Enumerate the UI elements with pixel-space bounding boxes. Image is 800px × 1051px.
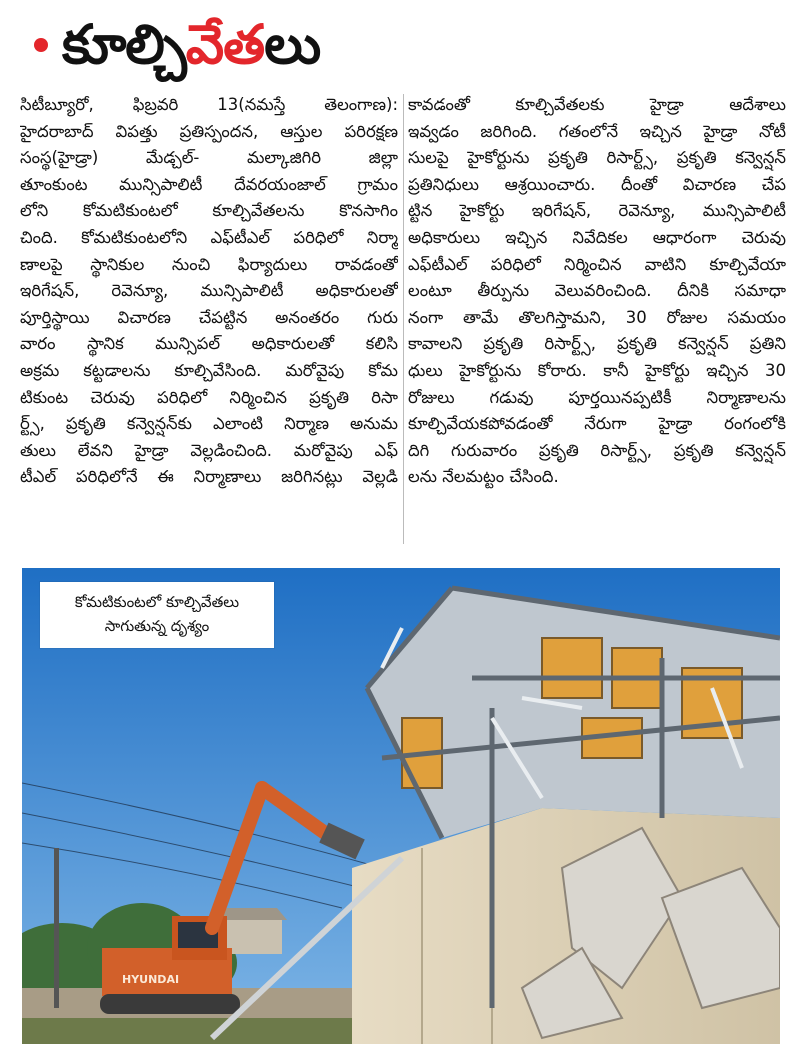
- text-line: అక్రమ కట్టడాలను కూల్చివేసింది. మరోవైపు కోమ: [20, 360, 398, 380]
- text-line: ఇవ్వడం జరిగింది. గతంలోనే ఇచ్చిన హైడ్రా నోటీ: [408, 121, 786, 141]
- text-line: తులు లేవని హైడ్రా వెల్లడించింది. మరోవైపు ఎఫ్: [20, 440, 398, 460]
- news-photo: [22, 568, 780, 1044]
- text-line: లను నేలమట్టం చేసింది.: [408, 467, 559, 487]
- power-pole: [54, 848, 59, 1008]
- text-line: టికుంట చెరువు పరిధిలో నిర్మించిన ప్రకృతి రిసా: [20, 387, 398, 407]
- article-column-right: [408, 92, 786, 558]
- column-divider: [403, 94, 404, 544]
- headline-part-3: లు: [264, 13, 321, 76]
- text-line: అధికారులు ఇచ్చిన నివేదికల ఆధారంగా చెరువు: [408, 227, 786, 247]
- svg-text:HYUNDAI: HYUNDAI: [122, 973, 180, 986]
- text-line: హైదరాబాద్ విపత్తు ప్రతిస్పందన, ఆస్తుల పరిరక్షణ: [20, 121, 398, 141]
- text-line: నంగా తామే తొలగిస్తామని, 30 రోజుల సమయం: [408, 307, 786, 327]
- text-line: లంటూ తీర్పును వెలువరించింది. దీనికి సమాధా: [408, 281, 786, 301]
- photo-caption: [40, 582, 274, 648]
- text-line: టీఎల్ పరిధిలోనే ఈ నిర్మాణాలు జరిగినట్లు వెల్లడి: [20, 467, 398, 487]
- text-line: ణాలపై స్థానికుల నుంచి ఫిర్యాదులు రావడంతో: [20, 254, 398, 274]
- headline-part-1: కూల్చి: [62, 13, 186, 76]
- caption-line-2: సాగుతున్న దృశ్యం: [104, 617, 210, 635]
- caption-line-1: కోమటికుంటలో కూల్చివేతలు: [74, 593, 240, 611]
- text-line: దిగి గురువారం ప్రకృతి రిసార్ట్స్, ప్రకృతి కన్వెన్షన్: [408, 440, 786, 460]
- text-line: ఎఫ్‌టీఎల్ పరిధిలో నిర్మించిన వాటిని కూల్చివేయా: [408, 254, 786, 274]
- text-line: చింది. కోమటికుంటలోని ఎఫ్‌టీఎల్ పరిధిలో నిర్మా: [20, 227, 398, 247]
- text-line: సులపై హైకోర్టును ప్రకృతి రిసార్ట్స్, ప్రకృతి కన్వెన్షన్: [408, 148, 786, 168]
- headline-part-2: వేత: [185, 13, 265, 76]
- headline-bullet: [34, 38, 48, 52]
- text-line: ట్టిన హైకోర్టు ఇరిగేషన్, రెవెన్యూ, మున్సిపాలిటీ: [408, 201, 786, 221]
- text-line: ఇరిగేషన్, రెవెన్యూ, మున్సిపాలిటీ అధికారులతో: [20, 281, 398, 301]
- text-line: వారం స్థానిక మున్సిపల్ అధికారులతో కలిసి: [20, 334, 398, 354]
- text-line: రోజులు గడువు పూర్తయినప్పటికీ నిర్మాణాలను: [408, 387, 786, 407]
- text-line: పూర్తిస్థాయి విచారణ చేపట్టిన అనంతరం గురు: [20, 307, 398, 327]
- text-line: కావడంతో కూల్చివేతలకు హైడ్రా ఆదేశాలు: [408, 95, 786, 114]
- text-line: ర్ట్స్, ప్రకృతి కన్వెన్షన్‌కు ఎలాంటి నిర్మాణ అనుమ: [20, 414, 398, 434]
- headline: [14, 6, 794, 84]
- text-line: ధులు హైకోర్టును కోరారు. కానీ హైకోర్టు ఇచ్చిన 30: [408, 360, 786, 380]
- article-body: [20, 92, 786, 558]
- text-line: తూంకుంట మున్సిపాలిటీ దేవరయంజాల్ గ్రామం: [20, 174, 398, 194]
- text-line: కావాలని ప్రకృతి రిసార్ట్స్, ప్రకృతి కన్వెన్షన్ ప్రతిని: [408, 334, 786, 354]
- headline-title: [62, 13, 321, 76]
- text-line: సిటీబ్యూరో, ఫిబ్రవరి 13(నమస్తే తెలంగాణ):: [20, 95, 398, 114]
- article-column-left: [20, 92, 398, 558]
- text-line: లోని కోమటికుంటలో కూల్చివేతలను కొనసాగిం: [20, 201, 398, 221]
- text-line: సంస్థ(హైడ్రా) మేడ్చల్- మల్కాజిగిరి జిల్లా: [20, 148, 398, 168]
- text-line: కూల్చివేయకపోవడంతో నేరుగా హైడ్రా రంగంలోకి: [408, 414, 786, 434]
- text-line: ప్రతినిధులు ఆశ్రయించారు. దీంతో విచారణ చేప: [408, 174, 786, 194]
